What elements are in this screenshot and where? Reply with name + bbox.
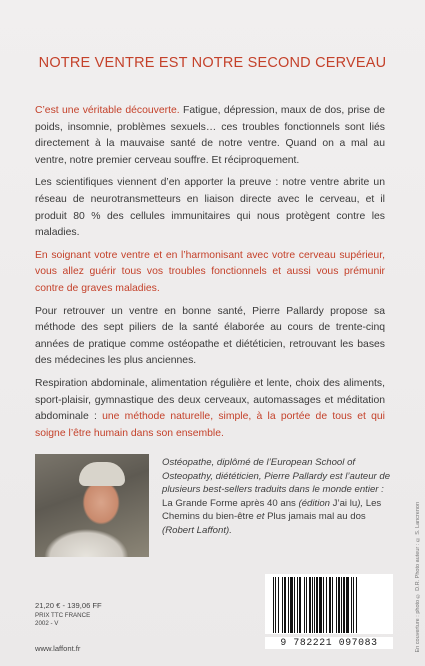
barcode-bar: [275, 577, 276, 633]
barcode-bar: [306, 577, 307, 633]
bio-italic-5: (Robert Laffont).: [162, 524, 232, 536]
barcode-bar: [343, 577, 345, 633]
author-photo-hair: [79, 462, 125, 486]
author-photo: [35, 454, 149, 557]
barcode-bar: [351, 577, 352, 633]
price-label: PRIX TTC FRANCE: [35, 611, 91, 619]
barcode-bar: [282, 577, 283, 633]
barcode-bar: [319, 577, 322, 633]
barcode-bar: [273, 577, 274, 633]
print-code: 2002 - V: [35, 620, 59, 628]
barcode-bar: [346, 577, 349, 633]
isbn-number: 9 782221 097083: [265, 637, 393, 649]
blurb-accent-5: une méthode naturelle, simple, à la portée de tous et qui soigne l’être humain dans son ensemble.: [35, 411, 385, 439]
barcode-bars: [265, 574, 393, 634]
barcode-bar: [353, 577, 354, 633]
isbn-barcode: [265, 574, 393, 634]
barcode-bar: [312, 577, 313, 633]
bio-title-4: Plus jamais mal au dos: [267, 511, 366, 523]
barcode-bar: [278, 577, 279, 633]
barcode-bar: [356, 577, 357, 633]
bio-italic-1: Ostéopathe, diplômé de l’European School of Osteopathy, diététicien, Pierre Pallardy est l’auteur de plusieurs best-sellers traduits dans le monde entier :: [162, 457, 391, 496]
photo-credit: En couverture : photo © D.R. Photo auteur : © S. Lancrenon: [415, 501, 421, 652]
price-block: [35, 601, 102, 629]
barcode-bar: [316, 577, 318, 633]
barcode-bar: [290, 577, 293, 633]
barcode-bar: [309, 577, 311, 633]
blurb-paragraph-3: En soignant votre ventre et en l’harmonisant avec votre cerveau supérieur, vous allez guérir tous vos troubles fonctionnels et aussi vous prémunir contre de graves maladies.: [35, 249, 385, 294]
barcode-bar: [314, 577, 315, 633]
blurb-text-1: Fatigue, dépression, maux de dos, prise de poids, insomnie, problèmes sexuels… ces troubles fonctionnels sont liés directement à la mauvaise santé de notre ventre. Quand on a mal au ventre, notre premier cerveau souffre. Et réciproquement.: [35, 105, 385, 166]
blurb-paragraph-5: [35, 376, 385, 442]
blurb-text-5: Respiration abdominale, alimentation régulière et lente, choix des aliments, sport-plaisir, gymnastique des deux cerveaux, automassages et méditation abdominale :: [35, 377, 385, 423]
blurb-paragraph-1: [35, 103, 385, 169]
barcode-bar: [326, 577, 327, 633]
publisher-website: www.laffont.fr: [35, 644, 81, 653]
bio-title-2: J’ai lu: [330, 497, 358, 509]
bio-title-1: La Grande Forme après 40 ans: [162, 497, 299, 509]
blurb-accent-1: C’est une véritable découverte.: [35, 105, 180, 116]
barcode-bar: [297, 577, 298, 633]
barcode-bar: [336, 577, 337, 633]
barcode-bar: [288, 577, 289, 633]
bio-italic-2: (édition: [298, 497, 330, 509]
barcode-bar: [338, 577, 340, 633]
barcode-bar: [294, 577, 295, 633]
book-tagline-title: NOTRE VENTRE EST NOTRE SECOND CERVEAU: [38, 55, 387, 71]
barcode-bar: [299, 577, 301, 633]
author-bio: [162, 456, 394, 538]
barcode-bar: [284, 577, 286, 633]
barcode-bar: [341, 577, 342, 633]
barcode-bar: [304, 577, 305, 633]
blurb-paragraph-2: Les scientifiques viennent d’en apporter la preuve : notre ventre abrite un réseau de neurotransmetteurs en liaison directe avec le cerveau, et il produit 80 % des cellules immunitaires qui nous protègent contre les maladies.: [35, 177, 385, 239]
blurb-text: [35, 103, 385, 448]
price-value: 21,20 € - 139,06 FF: [35, 601, 102, 610]
bio-italic-4: et: [253, 511, 268, 523]
barcode-bar: [332, 577, 333, 633]
bio-title-3: Les Chemins du bien-être: [162, 497, 382, 523]
barcode-bar: [323, 577, 324, 633]
bio-italic-3: ),: [357, 497, 366, 509]
blurb-paragraph-4: Pour retrouver un ventre en bonne santé, Pierre Pallardy propose sa méthode des sept piliers de la santé élaborée au cours de trente-cinq années de pratique comme ostéopathe et diététicien, retrouvant les bases des médecines les plus anciennes.: [35, 305, 385, 367]
barcode-bar: [329, 577, 331, 633]
